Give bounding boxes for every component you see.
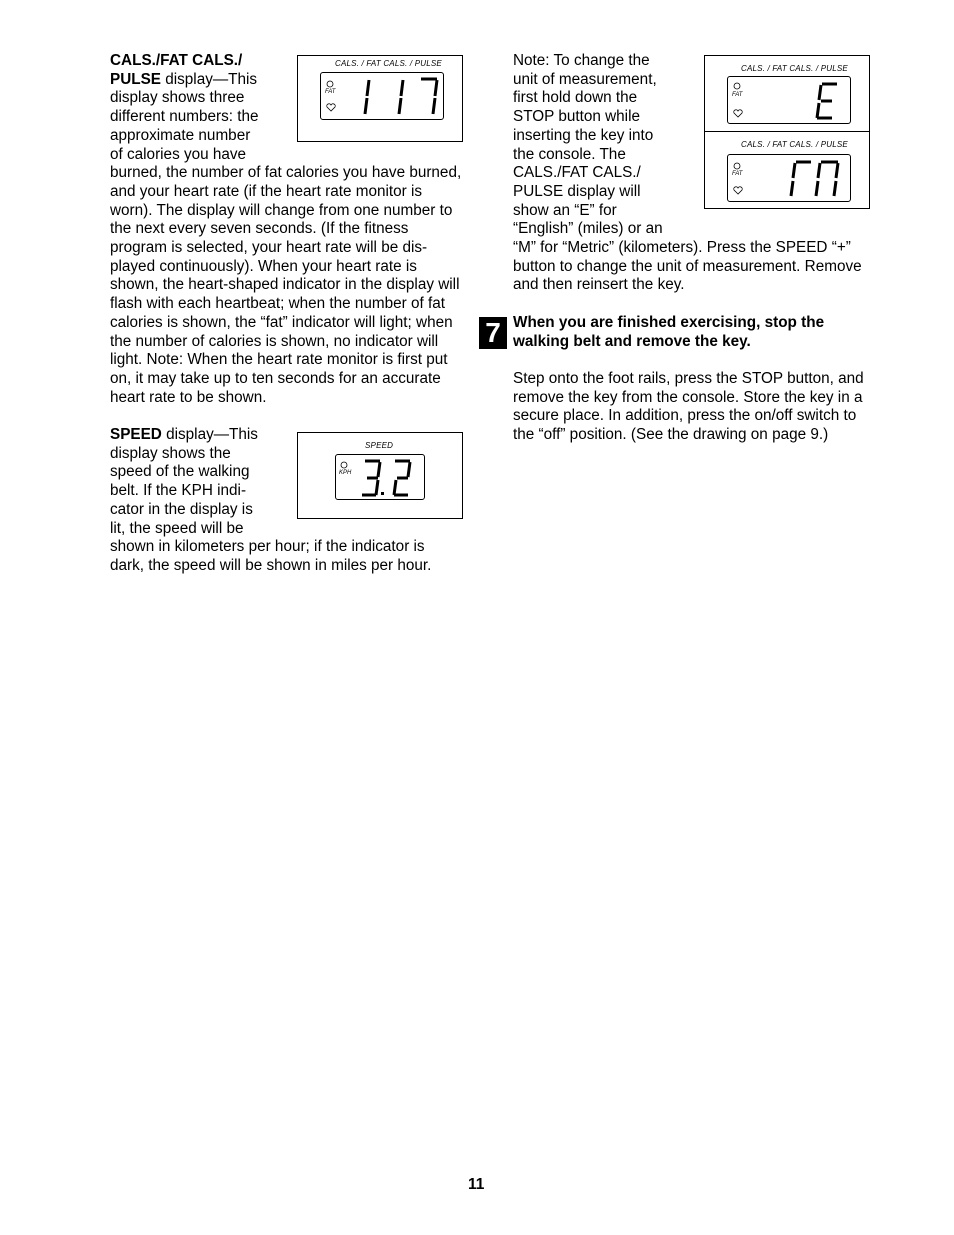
cals-digits-117 — [357, 76, 447, 116]
note-line: “English” (miles) or an — [513, 220, 663, 238]
unit-e-lcd-window — [727, 76, 851, 124]
cals-line: the next every seven seconds. (If the fitness — [110, 220, 409, 238]
heart-icon — [733, 186, 743, 195]
step-body-line: secure place. In addition, press the on/off switch to — [513, 407, 857, 425]
cals-display-figure — [297, 55, 463, 142]
speed-lcd-window — [335, 454, 425, 500]
heart-icon — [326, 103, 336, 112]
cals-line-0: PULSE display—This — [110, 70, 258, 88]
speed-line: belt. If the KPH indi- — [110, 482, 247, 500]
speed-line: lit, the speed will be — [110, 519, 244, 537]
cals-line: program is selected, your heart rate will be dis- — [110, 239, 428, 257]
cals-line: light. Note: When the heart rate monitor is first put — [110, 351, 448, 369]
page-number: 11 — [468, 1176, 485, 1193]
speed-line: shown in kilometers per hour; if the indicator is — [110, 538, 425, 556]
step-7-heading — [513, 314, 883, 351]
unit-m-lcd-window — [727, 154, 851, 202]
speed-line: speed of the walking — [110, 463, 250, 481]
speed-display-figure — [297, 432, 463, 519]
speed-line: display shows the — [110, 444, 231, 462]
unit-display-figure — [704, 55, 870, 209]
cals-fat-indicator: FAT — [325, 89, 336, 95]
step-7-body — [513, 370, 883, 445]
step-heading-line: When you are finished exercising, stop the — [513, 314, 825, 331]
note-line: CALS./FAT CALS./ — [513, 164, 641, 182]
unit-e-fat-circle-icon — [733, 82, 741, 90]
cals-line: different numbers: the — [110, 108, 259, 126]
unit-e-digit — [816, 81, 846, 121]
note-line: inserting the key into — [513, 126, 654, 144]
note-line: first hold down the — [513, 89, 638, 107]
note-line: STOP button while — [513, 108, 640, 126]
unit-m-digits — [776, 159, 846, 199]
speed-line: cator in the display is — [110, 500, 253, 518]
note-line: Note: To change the — [513, 52, 650, 69]
speed-heading: SPEED — [110, 426, 162, 443]
step-body-line: the “off” position. (See the drawing on page 9.) — [513, 426, 829, 444]
cals-line: worn). The display will change from one number to — [110, 201, 453, 219]
speed-display-label: SPEED — [365, 441, 394, 450]
unit-e-fat-indicator: FAT — [732, 92, 743, 98]
unit-m-display-label: CALS. / FAT CALS. / PULSE — [741, 140, 848, 149]
speed-line: dark, the speed will be shown in miles per hour. — [110, 556, 432, 574]
cals-line: burned, the number of fat calories you have burned, — [110, 164, 462, 182]
speed-digits-3-2 — [360, 458, 425, 498]
cals-line: shown, the heart-shaped indicator in the display will — [110, 276, 460, 294]
step-body-line: remove the key from the console. Store the key in a — [513, 388, 863, 406]
cals-line: display shows three — [110, 89, 245, 107]
note-line: PULSE display will — [513, 182, 641, 200]
step-number-badge: 7 — [479, 317, 507, 349]
cals-line: heart rate to be shown. — [110, 388, 267, 406]
cals-fat-indicator-circle-icon — [326, 80, 334, 88]
note-line: show an “E” for — [513, 201, 617, 219]
unit-m-fat-indicator: FAT — [732, 171, 743, 177]
step-body-line: Step onto the foot rails, press the STOP button, and — [513, 370, 864, 387]
unit-display-divider — [705, 131, 869, 132]
cals-heading: CALS./FAT CALS./ — [110, 52, 243, 69]
cals-line: flash with each heartbeat; when the number of fat — [110, 295, 446, 313]
heart-icon — [733, 109, 743, 118]
cals-line: of calories you have — [110, 145, 247, 163]
note-line: unit of measurement, — [513, 70, 657, 88]
note-line: button to change the unit of measurement. Remove — [513, 257, 862, 275]
note-line: the console. The — [513, 145, 626, 163]
cals-lcd-window — [320, 72, 444, 120]
step-heading-line: walking belt and remove the key. — [513, 332, 751, 350]
note-line: and then reinsert the key. — [513, 276, 685, 294]
cals-heading-pulse: PULSE — [110, 70, 161, 88]
note-line: “M” for “Metric” (kilometers). Press the SPEED “+” — [513, 239, 851, 257]
cals-line: on, it may take up to ten seconds for an accurate — [110, 369, 441, 387]
cals-line: approximate number — [110, 126, 251, 144]
unit-e-display-label: CALS. / FAT CALS. / PULSE — [741, 64, 848, 73]
cals-line: and your heart rate (if the heart rate monitor is — [110, 182, 423, 200]
cals-line: played continuously). When your heart rate is — [110, 257, 417, 275]
kph-indicator: KPH — [339, 470, 352, 476]
cals-display-label: CALS. / FAT CALS. / PULSE — [335, 59, 442, 68]
cals-line: the number of calories is shown, no indicator will — [110, 332, 439, 350]
kph-indicator-circle-icon — [340, 461, 348, 469]
cals-line: calories is shown, the “fat” indicator will light; when — [110, 313, 453, 331]
unit-m-fat-circle-icon — [733, 162, 741, 170]
speed-line-0: SPEED display—This — [110, 426, 258, 443]
